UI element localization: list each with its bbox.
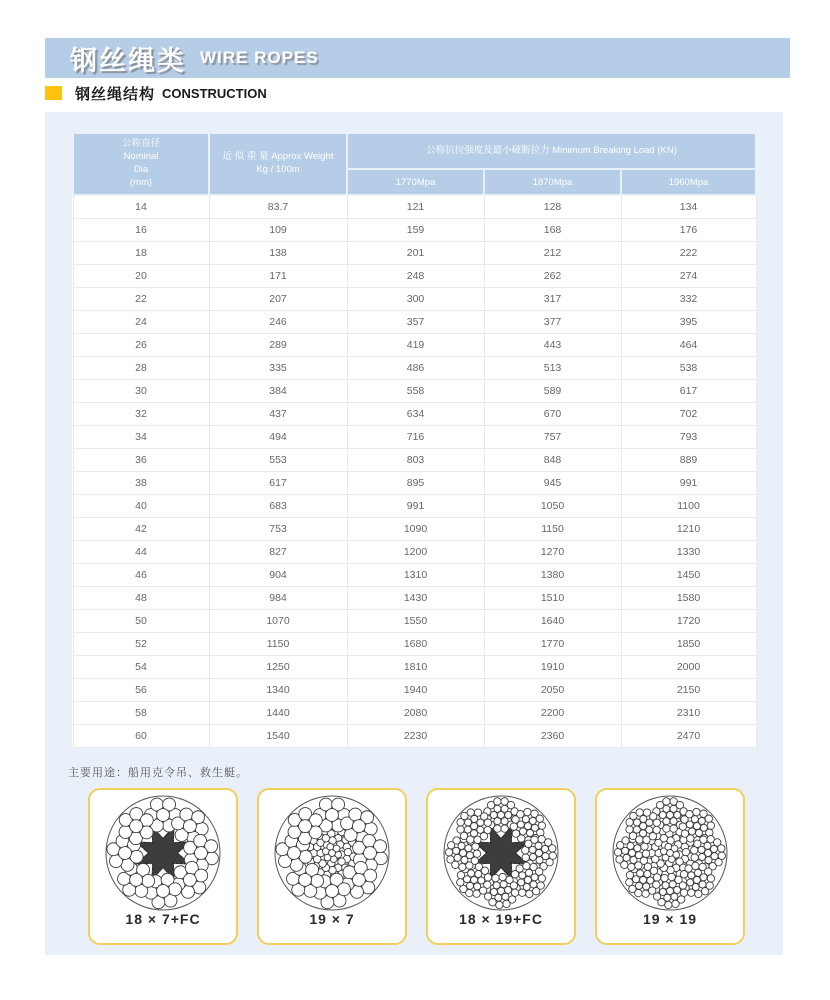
cell-dia: 52: [73, 632, 209, 655]
content-panel: [45, 112, 783, 955]
cell-load-1770: 419: [347, 333, 484, 356]
table-row: [73, 264, 756, 287]
cell-weight: 335: [209, 356, 347, 379]
cell-load-1960: 538: [621, 356, 756, 379]
table-row: [73, 218, 756, 241]
cell-dia: 40: [73, 494, 209, 517]
cell-load-1870: 262: [484, 264, 621, 287]
usage-note: 主要用途：船用克令吊、救生艇。: [68, 767, 248, 779]
cell-dia: 46: [73, 563, 209, 586]
cell-load-1870: 2200: [484, 701, 621, 724]
table-row: [73, 609, 756, 632]
cell-load-1960: 1210: [621, 517, 756, 540]
cell-load-1770: 121: [347, 195, 484, 218]
cell-dia: 58: [73, 701, 209, 724]
cell-dia: 38: [73, 471, 209, 494]
cell-dia: 22: [73, 287, 209, 310]
cell-load-1960: 793: [621, 425, 756, 448]
cell-load-1870: 1910: [484, 655, 621, 678]
cell-load-1960: 889: [621, 448, 756, 471]
cell-load-1770: 2080: [347, 701, 484, 724]
cell-load-1770: 1090: [347, 517, 484, 540]
cell-load-1770: 991: [347, 494, 484, 517]
header-breaking-load: 公称抗拉强度及最小破断拉力 Minimum Breaking Load (KN): [347, 133, 756, 169]
cell-load-1960: 176: [621, 218, 756, 241]
cell-load-1770: 803: [347, 448, 484, 471]
cell-dia: 48: [73, 586, 209, 609]
table-row: [73, 379, 756, 402]
cell-weight: 984: [209, 586, 347, 609]
cell-weight: 683: [209, 494, 347, 517]
cell-weight: 553: [209, 448, 347, 471]
rope-cross-section-diagram: [441, 793, 561, 913]
cell-weight: 83.7: [209, 195, 347, 218]
cell-load-1870: 2050: [484, 678, 621, 701]
table-row: [73, 655, 756, 678]
rope-card-label: 18 × 19+FC: [459, 911, 543, 927]
cell-weight: 437: [209, 402, 347, 425]
cell-load-1770: 486: [347, 356, 484, 379]
header-grade-1960: 1960Mpa: [621, 169, 756, 195]
cell-load-1960: 1850: [621, 632, 756, 655]
spec-table-header: [73, 133, 756, 195]
cell-load-1960: 1100: [621, 494, 756, 517]
rope-card-label: 18 × 7+FC: [125, 911, 201, 927]
table-row: [73, 402, 756, 425]
cell-load-1960: 702: [621, 402, 756, 425]
yellow-bullet-icon: [45, 86, 62, 100]
cell-dia: 24: [73, 310, 209, 333]
cell-load-1770: 1310: [347, 563, 484, 586]
section-title-zh: 钢丝绳结构: [75, 85, 156, 103]
table-row: [73, 310, 756, 333]
cell-dia: 28: [73, 356, 209, 379]
cell-load-1960: 1720: [621, 609, 756, 632]
cell-load-1870: 168: [484, 218, 621, 241]
cell-dia: 14: [73, 195, 209, 218]
table-row: [73, 287, 756, 310]
table-row: [73, 540, 756, 563]
cell-weight: 494: [209, 425, 347, 448]
table-row: [73, 632, 756, 655]
cell-load-1870: 513: [484, 356, 621, 379]
cell-weight: 904: [209, 563, 347, 586]
header-nominal-dia: 公称直径 Nominal Dia (mm): [73, 133, 209, 195]
cell-weight: 753: [209, 517, 347, 540]
table-row: [73, 195, 756, 218]
rope-card: [595, 788, 745, 945]
cell-load-1960: 134: [621, 195, 756, 218]
table-row: [73, 517, 756, 540]
table-row: [73, 448, 756, 471]
page-banner: [45, 38, 790, 78]
cell-load-1770: 201: [347, 241, 484, 264]
cell-load-1770: 1680: [347, 632, 484, 655]
cell-load-1770: 634: [347, 402, 484, 425]
cell-weight: 109: [209, 218, 347, 241]
rope-cross-section-diagram: [103, 793, 223, 913]
spec-table: [72, 132, 757, 748]
cell-weight: 827: [209, 540, 347, 563]
table-row: [73, 471, 756, 494]
cell-weight: 289: [209, 333, 347, 356]
cell-dia: 36: [73, 448, 209, 471]
cell-load-1960: 332: [621, 287, 756, 310]
cell-dia: 30: [73, 379, 209, 402]
cell-load-1870: 670: [484, 402, 621, 425]
cell-load-1960: 1330: [621, 540, 756, 563]
cell-weight: 1340: [209, 678, 347, 701]
cell-dia: 20: [73, 264, 209, 287]
cell-weight: 1250: [209, 655, 347, 678]
cell-weight: 138: [209, 241, 347, 264]
rope-card: [257, 788, 407, 945]
cell-dia: 26: [73, 333, 209, 356]
cell-weight: 384: [209, 379, 347, 402]
rope-card: [426, 788, 576, 945]
cell-load-1770: 1810: [347, 655, 484, 678]
cell-load-1960: 2000: [621, 655, 756, 678]
table-row: [73, 425, 756, 448]
header-approx-weight: 近 似 重 量 Approx Weight Kg / 100m: [209, 133, 347, 195]
cell-load-1770: 895: [347, 471, 484, 494]
cell-dia: 32: [73, 402, 209, 425]
cell-weight: 617: [209, 471, 347, 494]
cell-weight: 1150: [209, 632, 347, 655]
banner-title-en: WIRE ROPES: [200, 48, 319, 67]
cell-dia: 50: [73, 609, 209, 632]
cell-load-1870: 377: [484, 310, 621, 333]
cell-load-1770: 159: [347, 218, 484, 241]
cell-dia: 60: [73, 724, 209, 747]
cell-dia: 54: [73, 655, 209, 678]
cell-weight: 171: [209, 264, 347, 287]
cell-load-1870: 1510: [484, 586, 621, 609]
cell-weight: 1070: [209, 609, 347, 632]
rope-construction-cards: [88, 788, 745, 948]
cell-load-1770: 2230: [347, 724, 484, 747]
cell-weight: 1540: [209, 724, 347, 747]
cell-load-1870: 1380: [484, 563, 621, 586]
cell-load-1960: 2470: [621, 724, 756, 747]
cell-load-1960: 2310: [621, 701, 756, 724]
cell-load-1870: 848: [484, 448, 621, 471]
rope-card: [88, 788, 238, 945]
cell-load-1960: 617: [621, 379, 756, 402]
cell-load-1770: 1430: [347, 586, 484, 609]
cell-load-1870: 1270: [484, 540, 621, 563]
table-row: [73, 241, 756, 264]
cell-weight: 246: [209, 310, 347, 333]
cell-load-1770: 558: [347, 379, 484, 402]
table-row: [73, 678, 756, 701]
section-heading: [45, 84, 267, 102]
cell-load-1960: 222: [621, 241, 756, 264]
cell-load-1770: 357: [347, 310, 484, 333]
table-row: [73, 563, 756, 586]
header-grade-1870: 1870Mpa: [484, 169, 621, 195]
cell-load-1960: 274: [621, 264, 756, 287]
cell-dia: 44: [73, 540, 209, 563]
table-row: [73, 333, 756, 356]
header-grade-1770: 1770Mpa: [347, 169, 484, 195]
cell-weight: 207: [209, 287, 347, 310]
cell-load-1870: 2360: [484, 724, 621, 747]
rope-cross-section-diagram: [272, 793, 392, 913]
rope-card-label: 19 × 19: [642, 911, 698, 927]
table-body: [73, 195, 756, 747]
cell-weight: 1440: [209, 701, 347, 724]
cell-load-1770: 1940: [347, 678, 484, 701]
rope-cross-section-diagram: [610, 793, 730, 913]
banner-title-zh: 钢丝绳类: [70, 45, 186, 76]
table-row: [73, 586, 756, 609]
cell-load-1870: 212: [484, 241, 621, 264]
table-row: [73, 494, 756, 517]
cell-load-1870: 945: [484, 471, 621, 494]
cell-load-1870: 1640: [484, 609, 621, 632]
cell-load-1960: 1580: [621, 586, 756, 609]
cell-dia: 42: [73, 517, 209, 540]
cell-load-1870: 1770: [484, 632, 621, 655]
cell-load-1870: 443: [484, 333, 621, 356]
section-title-en: CONSTRUCTION: [162, 85, 267, 101]
table-row: [73, 701, 756, 724]
cell-load-1870: 757: [484, 425, 621, 448]
cell-load-1960: 1450: [621, 563, 756, 586]
cell-load-1960: 464: [621, 333, 756, 356]
cell-dia: 56: [73, 678, 209, 701]
cell-load-1770: 1550: [347, 609, 484, 632]
cell-load-1770: 248: [347, 264, 484, 287]
cell-dia: 16: [73, 218, 209, 241]
cell-load-1870: 1050: [484, 494, 621, 517]
cell-load-1870: 128: [484, 195, 621, 218]
cell-load-1960: 2150: [621, 678, 756, 701]
cell-load-1770: 1200: [347, 540, 484, 563]
rope-card-label: 19 × 7: [309, 911, 355, 927]
cell-load-1870: 1150: [484, 517, 621, 540]
cell-load-1870: 589: [484, 379, 621, 402]
cell-load-1960: 395: [621, 310, 756, 333]
cell-load-1870: 317: [484, 287, 621, 310]
cell-dia: 34: [73, 425, 209, 448]
table-row: [73, 356, 756, 379]
table-row: [73, 724, 756, 747]
cell-load-1960: 991: [621, 471, 756, 494]
cell-dia: 18: [73, 241, 209, 264]
cell-load-1770: 716: [347, 425, 484, 448]
cell-load-1770: 300: [347, 287, 484, 310]
